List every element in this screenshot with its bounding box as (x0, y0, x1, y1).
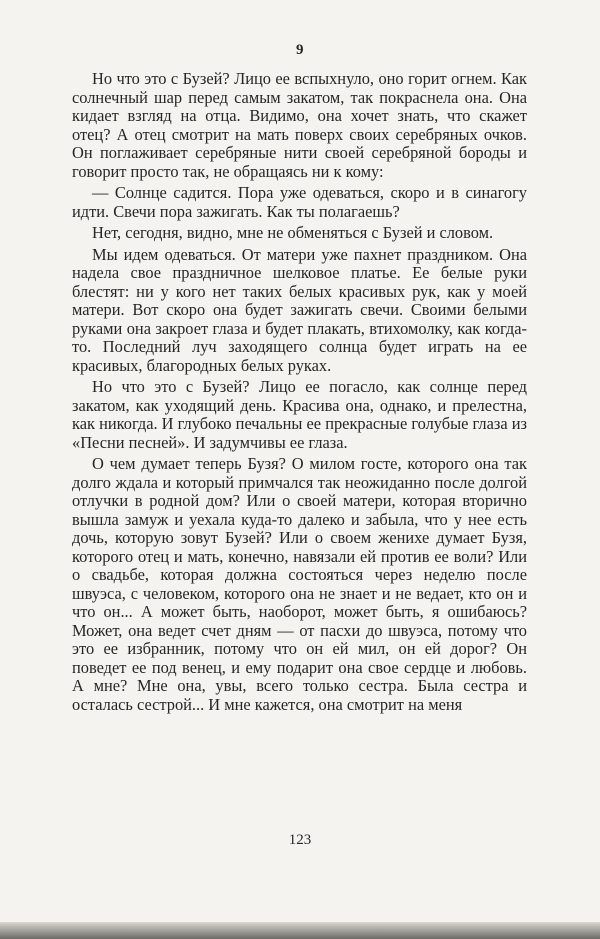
page-number: 123 (288, 832, 312, 848)
chapter-number: 9 (296, 42, 304, 58)
paragraph: — Солнце садится. Пора уже одеваться, скоро и в синагогу идти. Свечи пора зажигать. Как ты полагаешь? (72, 183, 527, 221)
paragraph: Но что это с Бузей? Лицо ее погасло, как солнце перед закатом, как уходящий день. Красива она, однако, и прелестна, как никогда. И глубоко печальны ее прекрасные голубые глаза из «Песни песней». И задумчивы ее глаза. (72, 377, 527, 452)
paragraph: Но что это с Бузей? Лицо ее вспыхнуло, оно горит огнем. Как солнечный шар перед самым закатом, так покраснела она. Она кидает взгляд на отца. Видимо, она хочет знать, что скажет отец? А отец смотрит на мать поверх своих серебряных очков. Он поглаживает серебряные нити своей серебряной бороды и говорит просто так, не обращаясь ни к кому: (72, 69, 527, 181)
paragraph: Мы идем одеваться. От матери уже пахнет праздником. Она надела свое праздничное шелковое платье. Ее белые руки блестят: ни у кого нет таких белых красивых рук, как у моей матери. Вот скоро она будет зажигать свечи. Своими белыми руками она закроет глаза и будет плакать, втихомолку, как когда-то. Последний луч заходящего солнца будет играть на ее красивых, благородных белых руках. (72, 244, 527, 375)
paragraph: Нет, сегодня, видно, мне не обменяться с Бузей и словом. (92, 223, 494, 242)
scan-edge (0, 922, 600, 939)
body-text (72, 70, 527, 717)
paragraph: О чем думает теперь Бузя? О милом госте, которого она так долго ждала и который примчался так неожиданно после долгой отлучки в родной дом? Или о своей матери, которая вторично вышла замуж и уехала куда-то далеко и забыла, что у нее есть дочь, которую зовут Бузей? Или о своем женихе думает Бузя, которого отец и мать, конечно, навязали ей против ее воли? Или о свадьбе, которая должна состояться через неделю после швуэса, с человеком, которого она не знает и не ведает, кто он и что он... А может быть, наоборот, может быть, я ошибаюсь? Может, она ведет счет дням — от пасхи до швуэса, потому что это ее избранник, потому что он ей мил, он ей дорог? Он поведет ее под венец, и ему подарит она свое сердце и любовь. А мне? Мне она, увы, всего только сестра. Была сестра и осталась сестрой... И мне кажется, она смотрит на меня (72, 454, 527, 714)
